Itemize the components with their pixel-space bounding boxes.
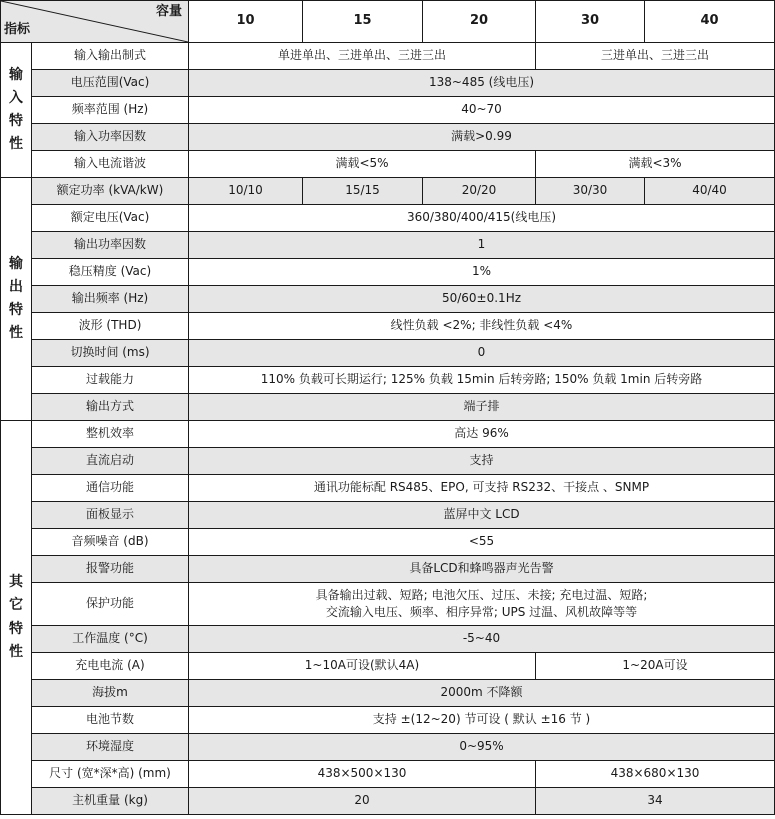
section-label-other: 其 它 特 性	[1, 421, 32, 815]
table-row	[1, 653, 775, 680]
header-row	[1, 1, 775, 43]
table-row	[1, 43, 775, 70]
row-value: 40~70	[189, 97, 775, 124]
row-value: 10/10	[189, 178, 303, 205]
row-label: 输入电流谐波	[32, 151, 189, 178]
row-label: 尺寸 (宽*深*高) (mm)	[32, 761, 189, 788]
row-label: 音频噪音 (dB)	[32, 529, 189, 556]
row-label: 工作温度 (°C)	[32, 626, 189, 653]
row-value: 高达 96%	[189, 421, 775, 448]
table-row	[1, 448, 775, 475]
capacity-10-header: 10	[189, 1, 303, 43]
row-value: 端子排	[189, 394, 775, 421]
row-label: 直流启动	[32, 448, 189, 475]
row-label: 稳压精度 (Vac)	[32, 259, 189, 286]
table-row	[1, 529, 775, 556]
row-label: 主机重量 (kg)	[32, 788, 189, 815]
row-label: 过载能力	[32, 367, 189, 394]
protect-line-1: 具备输出过载、短路; 电池欠压、过压、未接; 充电过温、短路;	[315, 587, 648, 602]
table-row	[1, 680, 775, 707]
capacity-15-header: 15	[303, 1, 423, 43]
table-row	[1, 97, 775, 124]
table-row	[1, 259, 775, 286]
row-label: 充电电流 (A)	[32, 653, 189, 680]
row-value: 三进单出、三进三出	[536, 43, 775, 70]
row-value: 2000m 不降额	[189, 680, 775, 707]
capacity-label: 容量	[155, 4, 182, 19]
row-value: 具备LCD和蜂鸣器声光告警	[189, 556, 775, 583]
row-value: 0	[189, 340, 775, 367]
row-value: 20/20	[423, 178, 536, 205]
table-row	[1, 734, 775, 761]
table-row	[1, 205, 775, 232]
row-value: 1	[189, 232, 775, 259]
table-row	[1, 556, 775, 583]
row-value: 138~485 (线电压)	[189, 70, 775, 97]
table-row	[1, 367, 775, 394]
row-label: 输出功率因数	[32, 232, 189, 259]
table-row	[1, 313, 775, 340]
row-value: 30/30	[536, 178, 645, 205]
section-label-input: 输 入 特 性	[1, 43, 32, 178]
row-label: 电池节数	[32, 707, 189, 734]
row-label: 波形 (THD)	[32, 313, 189, 340]
capacity-40-header: 40	[645, 1, 775, 43]
row-value: 支持 ±(12~20) 节可设 ( 默认 ±16 节 )	[189, 707, 775, 734]
row-value: 20	[189, 788, 536, 815]
row-label: 额定功率 (kVA/kW)	[32, 178, 189, 205]
row-label: 报警功能	[32, 556, 189, 583]
row-value: 1~20A可设	[536, 653, 775, 680]
row-value: -5~40	[189, 626, 775, 653]
table-row	[1, 788, 775, 815]
table-row	[1, 70, 775, 97]
row-value: 蓝屏中文 LCD	[189, 502, 775, 529]
table-row	[1, 124, 775, 151]
row-label: 输出频率 (Hz)	[32, 286, 189, 313]
row-value: 40/40	[645, 178, 775, 205]
row-label: 切换时间 (ms)	[32, 340, 189, 367]
row-label: 电压范围(Vac)	[32, 70, 189, 97]
row-label: 频率范围 (Hz)	[32, 97, 189, 124]
table-row	[1, 178, 775, 205]
row-label: 面板显示	[32, 502, 189, 529]
table-row	[1, 286, 775, 313]
table-row	[1, 421, 775, 448]
row-label: 保护功能	[32, 583, 189, 626]
row-label: 通信功能	[32, 475, 189, 502]
row-label: 额定电压(Vac)	[32, 205, 189, 232]
row-label: 输出方式	[32, 394, 189, 421]
row-value: 1%	[189, 259, 775, 286]
row-value: <55	[189, 529, 775, 556]
row-value: 438×500×130	[189, 761, 536, 788]
row-label: 输入输出制式	[32, 43, 189, 70]
table-row	[1, 340, 775, 367]
capacity-30-header: 30	[536, 1, 645, 43]
row-value: 0~95%	[189, 734, 775, 761]
row-value: 15/15	[303, 178, 423, 205]
row-value: 438×680×130	[536, 761, 775, 788]
indicator-label: 指标	[4, 22, 31, 38]
row-value	[189, 583, 775, 626]
table-row	[1, 475, 775, 502]
table-row	[1, 232, 775, 259]
protect-line-2: 交流输入电压、频率、相序异常; UPS 过温、风机故障等等	[325, 605, 638, 619]
table-row	[1, 151, 775, 178]
row-label: 海拔m	[32, 680, 189, 707]
row-label: 输入功率因数	[32, 124, 189, 151]
row-value: 线性负载 <2%; 非线性负载 <4%	[189, 313, 775, 340]
row-value: 单进单出、三进单出、三进三出	[189, 43, 536, 70]
table-row	[1, 394, 775, 421]
row-label: 整机效率	[32, 421, 189, 448]
table-row	[1, 502, 775, 529]
table-row	[1, 583, 775, 626]
row-value: 110% 负载可长期运行; 125% 负载 15min 后转旁路; 150% 负载 1min 后转旁路	[189, 367, 775, 394]
row-value: 1~10A可设(默认4A)	[189, 653, 536, 680]
row-value: 满载<3%	[536, 151, 775, 178]
table-row	[1, 761, 775, 788]
row-value: 通讯功能标配 RS485、EPO, 可支持 RS232、干接点 、SNMP	[189, 475, 775, 502]
capacity-20-header: 20	[423, 1, 536, 43]
row-value: 50/60±0.1Hz	[189, 286, 775, 313]
row-label: 环境湿度	[32, 734, 189, 761]
table-row	[1, 707, 775, 734]
corner-header-cell	[1, 1, 189, 43]
table-row	[1, 626, 775, 653]
row-value: 360/380/400/415(线电压)	[189, 205, 775, 232]
row-value: 支持	[189, 448, 775, 475]
row-value: 34	[536, 788, 775, 815]
row-value: 满载<5%	[189, 151, 536, 178]
section-label-output: 输 出 特 性	[1, 178, 32, 421]
row-value: 满载>0.99	[189, 124, 775, 151]
